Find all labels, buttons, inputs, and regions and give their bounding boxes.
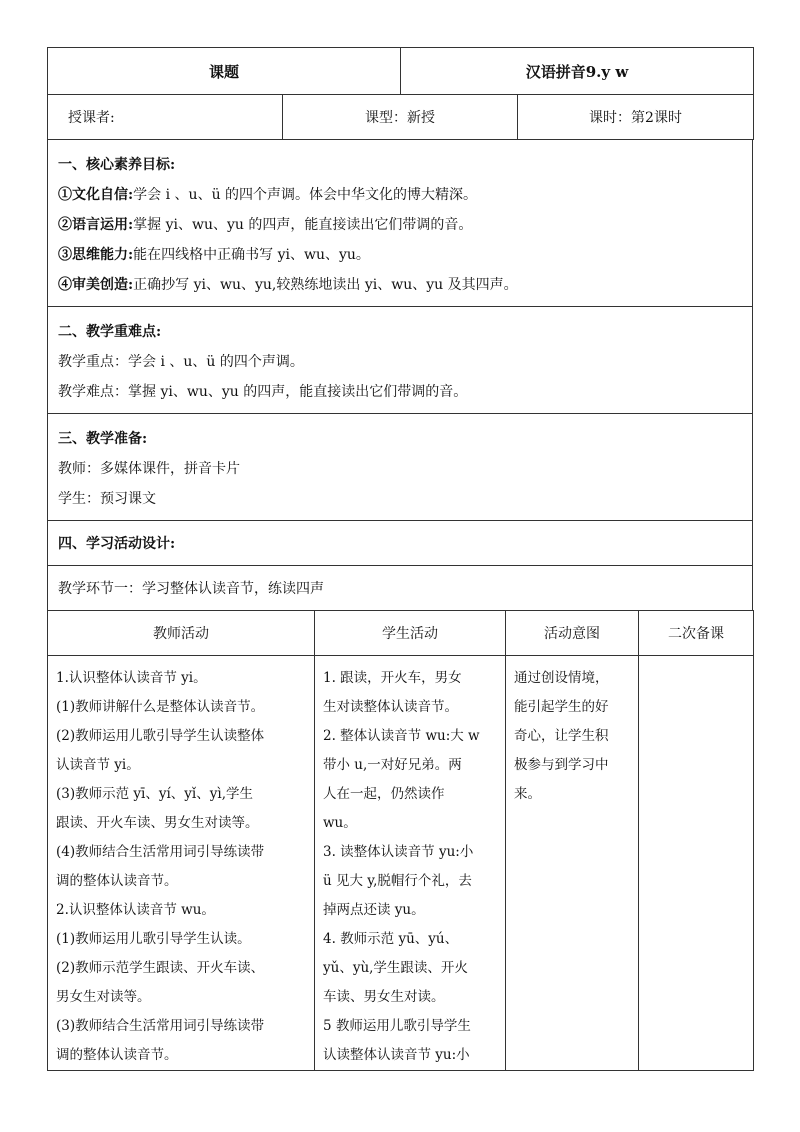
goal-label: ③思维能力: bbox=[58, 247, 134, 263]
duration-field: 课时：第2课时 bbox=[518, 95, 754, 140]
title-value: 汉语拼音9.y w bbox=[401, 48, 754, 95]
intent-line: 极参与到学习中 bbox=[514, 757, 609, 773]
student-prep-line: 学生：预习课文 bbox=[58, 491, 156, 507]
teacher-prep-line: 教师：多媒体课件，拼音卡片 bbox=[58, 461, 240, 477]
student-line: 2. 整体认读音节 wu:大 w bbox=[323, 728, 480, 744]
goal-label: ④审美创造: bbox=[58, 277, 134, 293]
goal-item bbox=[58, 180, 742, 210]
teacher-line: 调的整体认读音节。 bbox=[56, 873, 178, 889]
meta-table bbox=[47, 94, 754, 140]
teacher-line: 调的整体认读音节。 bbox=[56, 1047, 178, 1063]
goal-item bbox=[58, 210, 742, 240]
teacher-line: (3)教师结合生活常用词引导练读带 bbox=[56, 1018, 265, 1034]
col-student-activity: 学生活动 bbox=[315, 611, 506, 656]
col-second-prep: 二次备课 bbox=[639, 611, 754, 656]
student-line: 认读整体认读音节 yu:小 bbox=[323, 1047, 470, 1063]
intent-line: 通过创设情境， bbox=[514, 670, 609, 686]
goal-label: ②语言运用: bbox=[58, 217, 134, 233]
section-key-points bbox=[47, 306, 753, 414]
student-line: 生对读整体认读音节。 bbox=[323, 699, 458, 715]
goal-text: 正确抄写 yi、wu、yu,较熟练地读出 yi、wu、yu 及其四声。 bbox=[133, 277, 518, 293]
intent-line: 能引起学生的好 bbox=[514, 699, 609, 715]
student-line: ü 见大 y,脱帽行个礼，去 bbox=[323, 873, 472, 889]
col-teacher-activity: 教师活动 bbox=[48, 611, 315, 656]
teacher-line: 2.认识整体认读音节 wu。 bbox=[56, 902, 215, 918]
goal-text: 掌握 yi、wu、yu 的四声，能直接读出它们带调的音。 bbox=[133, 217, 473, 233]
student-line: 掉两点还读 yu。 bbox=[323, 902, 425, 918]
section-activity-design bbox=[47, 520, 753, 611]
student-line: 1. 跟读，开火车，男女 bbox=[323, 670, 462, 686]
student-line: 车读、男女生对读。 bbox=[323, 989, 445, 1005]
intent-line: 来。 bbox=[514, 786, 541, 802]
teacher-line: (1)教师讲解什么是整体认读音节。 bbox=[56, 699, 265, 715]
col-activity-intent: 活动意图 bbox=[506, 611, 639, 656]
goal-item bbox=[58, 270, 742, 300]
activity-intent-cell bbox=[506, 656, 639, 1071]
student-line: 5 教师运用儿歌引导学生 bbox=[323, 1018, 471, 1034]
teacher-line: (4)教师结合生活常用词引导练读带 bbox=[56, 844, 265, 860]
activity-table bbox=[47, 610, 754, 1071]
student-line: yǔ、yù,学生跟读、开火 bbox=[323, 960, 468, 976]
header-table bbox=[47, 47, 754, 95]
goal-text: 学会 i 、u、ü 的四个声调。体会中华文化的博大精深。 bbox=[133, 187, 478, 203]
teacher-line: (2)教师示范学生跟读、开火车读、 bbox=[56, 960, 265, 976]
teacher-line: 认读音节 yi。 bbox=[56, 757, 140, 773]
student-line: wu。 bbox=[323, 815, 357, 831]
student-line: 人在一起，仍然读作 bbox=[323, 786, 445, 802]
student-line: 3. 读整体认读音节 yu:小 bbox=[323, 844, 474, 860]
activity-heading: 四、学习活动设计: bbox=[48, 521, 753, 566]
second-prep-cell bbox=[639, 656, 754, 1071]
difficult-point-line: 教学难点：掌握 yi、wu、yu 的四声，能直接读出它们带调的音。 bbox=[58, 384, 468, 400]
section-goals bbox=[47, 139, 753, 307]
teacher-line: 跟读、开火车读、男女生对读等。 bbox=[56, 815, 259, 831]
preparation-heading: 三、教学准备: bbox=[58, 431, 148, 447]
goal-text: 能在四线格中正确书写 yi、wu、yu。 bbox=[133, 247, 370, 263]
lesson-type-field: 课型：新授 bbox=[283, 95, 518, 140]
intent-line: 奇心，让学生积 bbox=[514, 728, 609, 744]
teacher-activity-cell bbox=[48, 656, 315, 1071]
goals-heading: 一、核心素养目标: bbox=[58, 157, 176, 173]
section-preparation bbox=[47, 413, 753, 521]
teacher-line: (3)教师示范 yī、yí、yǐ、yì,学生 bbox=[56, 786, 253, 802]
goal-label: ①文化自信: bbox=[58, 187, 134, 203]
student-line: 4. 教师示范 yū、yú、 bbox=[323, 931, 459, 947]
key-points-heading: 二、教学重难点: bbox=[58, 324, 162, 340]
title-label: 课题 bbox=[48, 48, 401, 95]
teacher-field: 授课者: bbox=[48, 95, 283, 140]
student-line: 带小 u,一对好兄弟。两 bbox=[323, 757, 462, 773]
student-activity-cell bbox=[315, 656, 506, 1071]
teacher-line: (1)教师运用儿歌引导学生认读。 bbox=[56, 931, 251, 947]
lesson-plan-page bbox=[47, 47, 753, 1071]
teacher-line: 1.认识整体认读音节 yi。 bbox=[56, 670, 207, 686]
teacher-line: (2)教师运用儿歌引导学生认读整体 bbox=[56, 728, 265, 744]
teacher-line: 男女生对读等。 bbox=[56, 989, 151, 1005]
segment-title: 教学环节一：学习整体认读音节，练读四声 bbox=[48, 566, 753, 611]
goal-item bbox=[58, 240, 742, 270]
key-point-line: 教学重点：学会 i 、u、ü 的四个声调。 bbox=[58, 354, 304, 370]
